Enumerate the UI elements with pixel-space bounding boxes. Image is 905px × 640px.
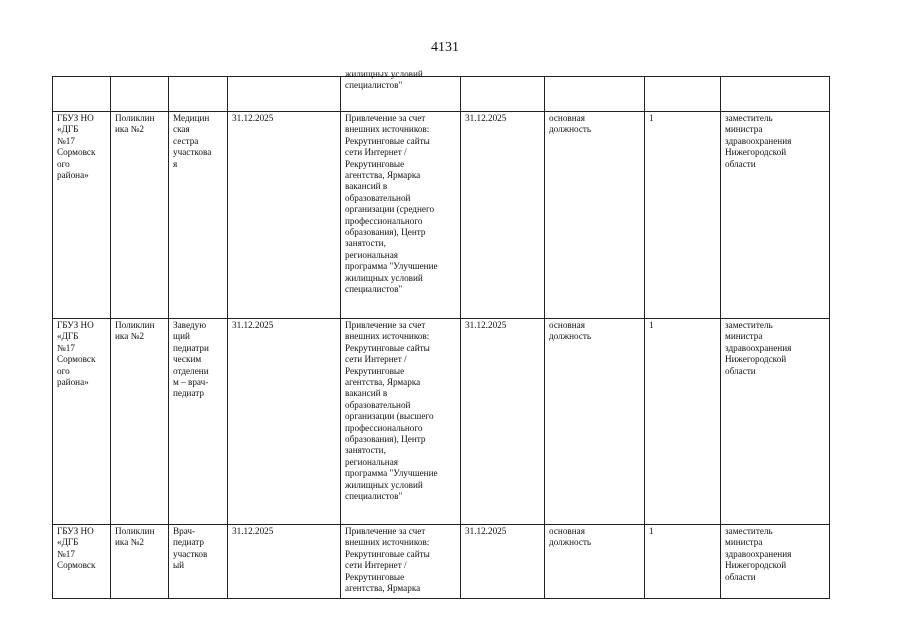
cell-date: 31.12.2025 <box>228 525 341 599</box>
cell-responsible: заместитель министра здравоохранения Нижегородской области <box>721 112 830 319</box>
cell-count: 1 <box>645 525 721 599</box>
cell-count: 1 <box>645 319 721 525</box>
cell-source: жилищных условий специалистов" <box>341 77 461 112</box>
cell-unit: Поликлин ика №2 <box>111 112 169 319</box>
cell-count <box>645 77 721 112</box>
cell-source: Привлечение за счет внешних источников: Рекрутинговые сайты сети Интернет / Рекрутинговые агентства, Ярмарка вакансий в образовательной организации (среднего профессионального образования), Центр занятости, региональная программа "Улучшение жилищных условий специалистов" <box>341 112 461 319</box>
cell-count: 1 <box>645 112 721 319</box>
cell-deadline: 31.12.2025 <box>461 319 545 525</box>
page-number: 4131 <box>431 40 459 55</box>
cell-source: Привлечение за счет внешних источников: Рекрутинговые сайты сети Интернет / Рекрутинговые агентства, Ярмарка <box>341 525 461 599</box>
cell-responsible: заместитель министра здравоохранения Нижегородской области <box>721 319 830 525</box>
cell-job-type: основная должность <box>545 525 645 599</box>
cell-responsible <box>721 77 830 112</box>
cell-organization: ГБУЗ НО «ДГБ №17 Сормовск <box>53 525 111 599</box>
cell-unit <box>111 77 169 112</box>
cell-position: Врач- педиатр участков ый <box>169 525 228 599</box>
cell-position: Заведую щий педиатри ческим отделени м – врач- педиатр <box>169 319 228 525</box>
table-row-continued <box>53 77 830 112</box>
cell-date: 31.12.2025 <box>228 319 341 525</box>
cell-date <box>228 77 341 112</box>
vacancy-table <box>52 69 830 599</box>
cell-job-type: основная должность <box>545 112 645 319</box>
cell-responsible: заместитель министра здравоохранения Нижегородской области <box>721 525 830 599</box>
cell-source: Привлечение за счет внешних источников: Рекрутинговые сайты сети Интернет / Рекрутинговые агентства, Ярмарка вакансий в образовательной организации (высшего профессионального образования), Центр занятости, региональная программа "Улучшение жилищных условий специалистов" <box>341 319 461 525</box>
table-row <box>53 525 830 599</box>
cell-date: 31.12.2025 <box>228 112 341 319</box>
cell-organization: ГБУЗ НО «ДГБ №17 Сормовск ого района» <box>53 112 111 319</box>
cell-deadline <box>461 77 545 112</box>
cell-job-type: основная должность <box>545 319 645 525</box>
cell-position <box>169 77 228 112</box>
cell-deadline: 31.12.2025 <box>461 112 545 319</box>
cell-job-type <box>545 77 645 112</box>
cell-organization: ГБУЗ НО «ДГБ №17 Сормовск ого района» <box>53 319 111 525</box>
table-row <box>53 319 830 525</box>
cell-position: Медицин ская сестра участкова я <box>169 112 228 319</box>
cell-unit: Поликлин ика №2 <box>111 525 169 599</box>
table-row <box>53 112 830 319</box>
cell-unit: Поликлин ика №2 <box>111 319 169 525</box>
cell-organization <box>53 77 111 112</box>
cell-deadline: 31.12.2025 <box>461 525 545 599</box>
